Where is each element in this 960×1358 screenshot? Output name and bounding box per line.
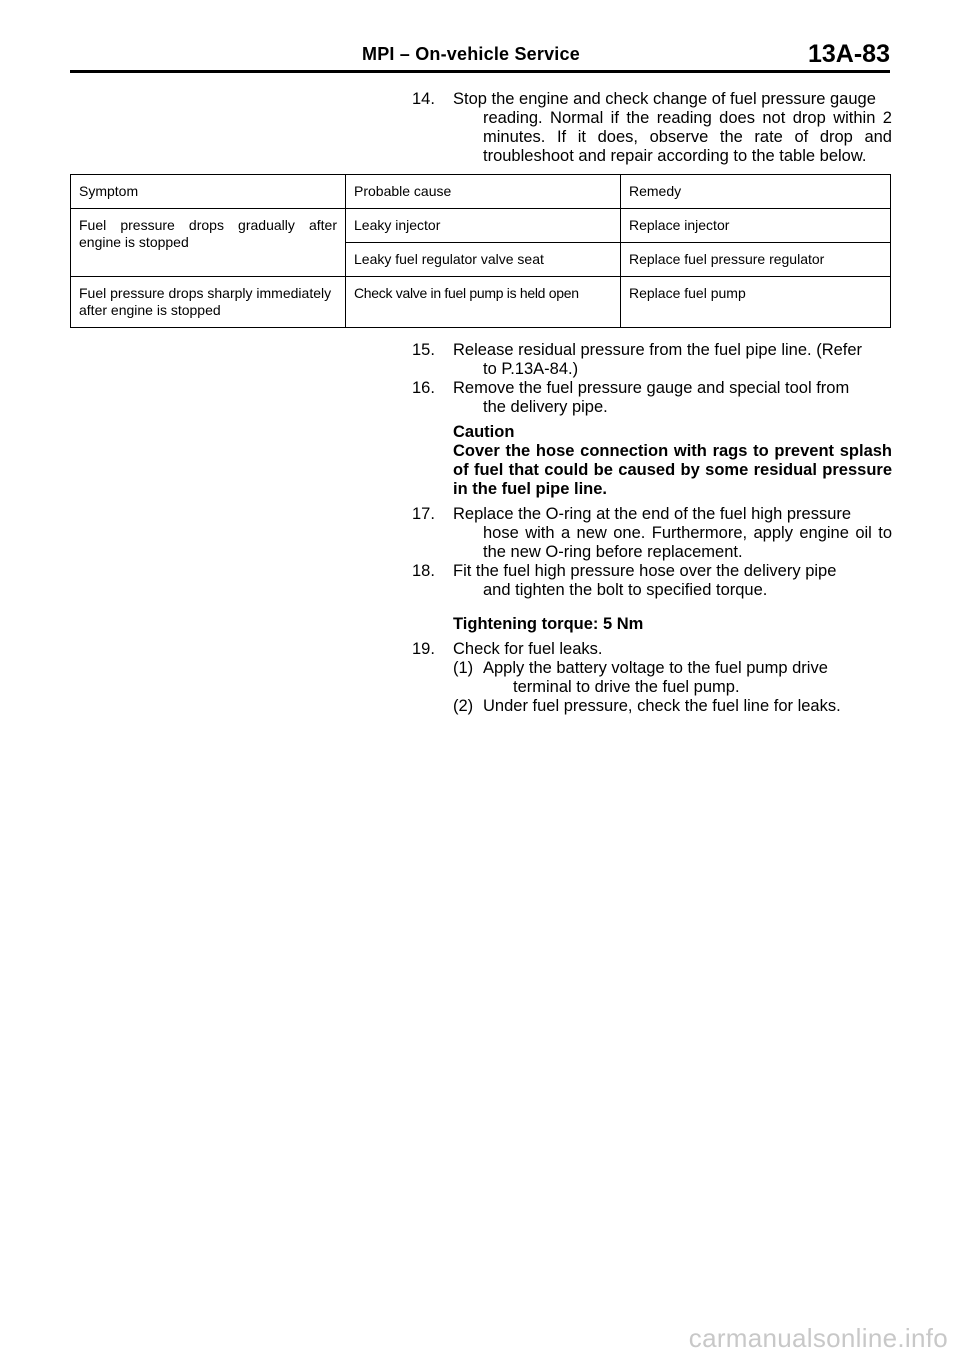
watermark: carmanualsonline.info [688, 1323, 948, 1353]
table-row [71, 277, 891, 328]
table-header-row [71, 175, 891, 209]
step-15: 15. Release residual pressure from the fuel pipe line. (Refer to P.13A-84.) [412, 341, 863, 378]
header-remedy: Remedy [621, 175, 891, 209]
step-14 [412, 90, 892, 166]
step-18: 18. Fit the fuel high pressure hose over the delivery pipe and tighten the bolt to specified torque. [412, 562, 837, 599]
table-row [71, 209, 891, 243]
cell-remedy: Replace fuel pressure regulator [621, 243, 891, 277]
cell-cause: Check valve in fuel pump is held open [346, 277, 621, 328]
step-16: 16. Remove the fuel pressure gauge and special tool from the delivery pipe. [412, 379, 850, 416]
tightening-torque: Tightening torque: 5 Nm [453, 615, 644, 633]
header-cause: Probable cause [346, 175, 621, 209]
step-number: 14. [412, 90, 435, 108]
substep-1: (1) Apply the battery voltage to the fuel pump drive terminal to drive the fuel pump. [453, 659, 828, 696]
steps-15-19 [412, 341, 892, 716]
cell-symptom: Fuel pressure drops gradually after engine is stopped [71, 209, 346, 277]
cell-symptom: Fuel pressure drops sharply immediately after engine is stopped [71, 277, 346, 328]
cell-cause: Leaky fuel regulator valve seat [346, 243, 621, 277]
cell-remedy: Replace injector [621, 209, 891, 243]
step-text: Stop the engine and check change of fuel pressure gauge reading. Normal if the reading does not drop within 2 minutes. If it does, observe the rate of drop and troubleshoot and repair according to the table below. [453, 90, 892, 165]
header-symptom: Symptom [71, 175, 346, 209]
page-number: 13A-83 [808, 40, 890, 68]
substep-2: (2) Under fuel pressure, check the fuel line for leaks. [453, 697, 841, 715]
caution-title: Caution [453, 423, 515, 441]
cell-cause: Leaky injector [346, 209, 621, 243]
step-17: 17. Replace the O-ring at the end of the fuel high pressure hose with a new one. Furthermore, apply engine oil to the new O-ring before replacement. [412, 505, 892, 561]
cell-remedy: Replace fuel pump [621, 277, 891, 328]
header-rule [70, 70, 890, 73]
caution-text: Cover the hose connection with rags to prevent splash of fuel that could be caused by some residual pressure in the fuel pipe line. [453, 442, 892, 498]
step-19: 19. Check for fuel leaks. [412, 640, 603, 658]
section-title: MPI – On-vehicle Service [362, 44, 580, 64]
symptom-table [70, 174, 891, 328]
